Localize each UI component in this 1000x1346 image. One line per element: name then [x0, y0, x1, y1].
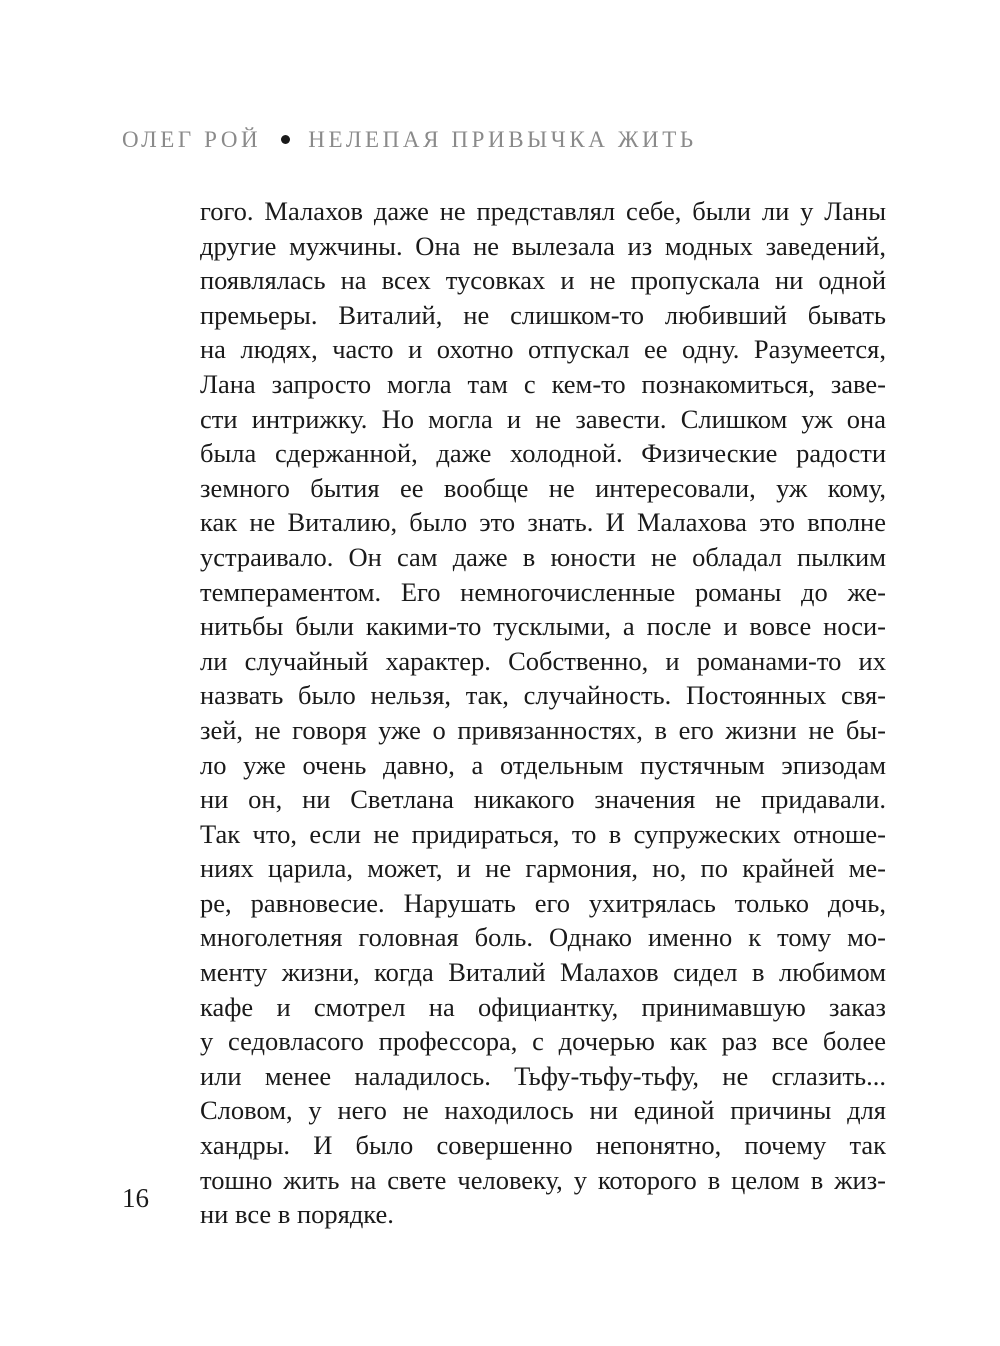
text-line: многолетняя головная боль. Однако именно к тому мо- [200, 922, 886, 953]
page-number: 16 [122, 1183, 149, 1213]
text-line: тошно жить на свете человеку, у которого в целом в жиз- [200, 1164, 886, 1195]
text-line: ли случайный характер. Собственно, и романами-то их [200, 645, 886, 676]
text-line: ни он, ни Светлана никакого значения не придавали. [200, 784, 886, 815]
running-head [122, 122, 697, 158]
text-line: зей, не говоря уже о привязанностях, в его жизни не бы- [200, 714, 886, 745]
text-line: темпераментом. Его немногочисленные романы до же- [200, 576, 886, 607]
text-line: Лана запросто могла там с кем-то познакомиться, заве- [200, 368, 886, 399]
bullet-separator [281, 135, 290, 144]
text-line: устраивало. Он сам даже в юности не обладал пылким [200, 541, 886, 572]
body-text [200, 194, 886, 1232]
text-line: премьеры. Виталий, не слишком-то любивший бывать [200, 299, 886, 330]
text-line: или менее наладилось. Тьфу-тьфу-тьфу, не сглазить... [200, 1060, 886, 1091]
text-line: гого. Малахов даже не представлял себе, были ли у Ланы [200, 196, 886, 226]
text-line: ниях царила, может, и не гармония, но, по крайней ме- [200, 853, 886, 884]
text-line: у седовласого профессора, с дочерью как раз все более [200, 1026, 886, 1057]
running-head-title: НЕЛЕПАЯ ПРИВЫЧКА ЖИТЬ [308, 127, 697, 152]
text-line: была сдержанной, даже холодной. Физические радости [200, 438, 886, 469]
text-line: как не Виталию, было это знать. И Малахова это вполне [200, 507, 886, 538]
text-line-last: ни все в порядке. [200, 1199, 394, 1230]
running-head-author: ОЛЕГ РОЙ [122, 127, 262, 152]
text-line: назвать было нельзя, так, случайность. Постоянных свя- [200, 680, 886, 711]
text-line: ре, равновесие. Нарушать его ухитрялась только дочь, [200, 887, 886, 918]
text-line: нитьбы были какими-то тусклыми, а после и вовсе носи- [200, 611, 886, 642]
text-line: появлялась на всех тусовках и не пропускала ни одной [200, 265, 886, 296]
text-line: земного бытия ее вообще не интересовали, уж кому, [200, 472, 886, 503]
text-line: кафе и смотрел на официантку, принимавшую заказ [200, 991, 886, 1022]
text-line: на людях, часто и охотно отпускал ее одну. Разумеется, [200, 334, 886, 365]
text-line: сти интрижку. Но могла и не завести. Слишком уж она [200, 403, 886, 434]
text-line: ло уже очень давно, а отдельным пустячным эпизодам [200, 749, 886, 780]
text-line: хандры. И было совершенно непонятно, почему так [200, 1130, 886, 1161]
text-line: другие мужчины. Она не вылезала из модных заведений, [200, 230, 886, 261]
text-line: менту жизни, когда Виталий Малахов сидел в любимом [200, 957, 886, 988]
text-line: Так что, если не придираться, то в супружеских отноше- [200, 818, 886, 849]
text-line: Словом, у него не находилось ни единой причины для [200, 1095, 886, 1126]
